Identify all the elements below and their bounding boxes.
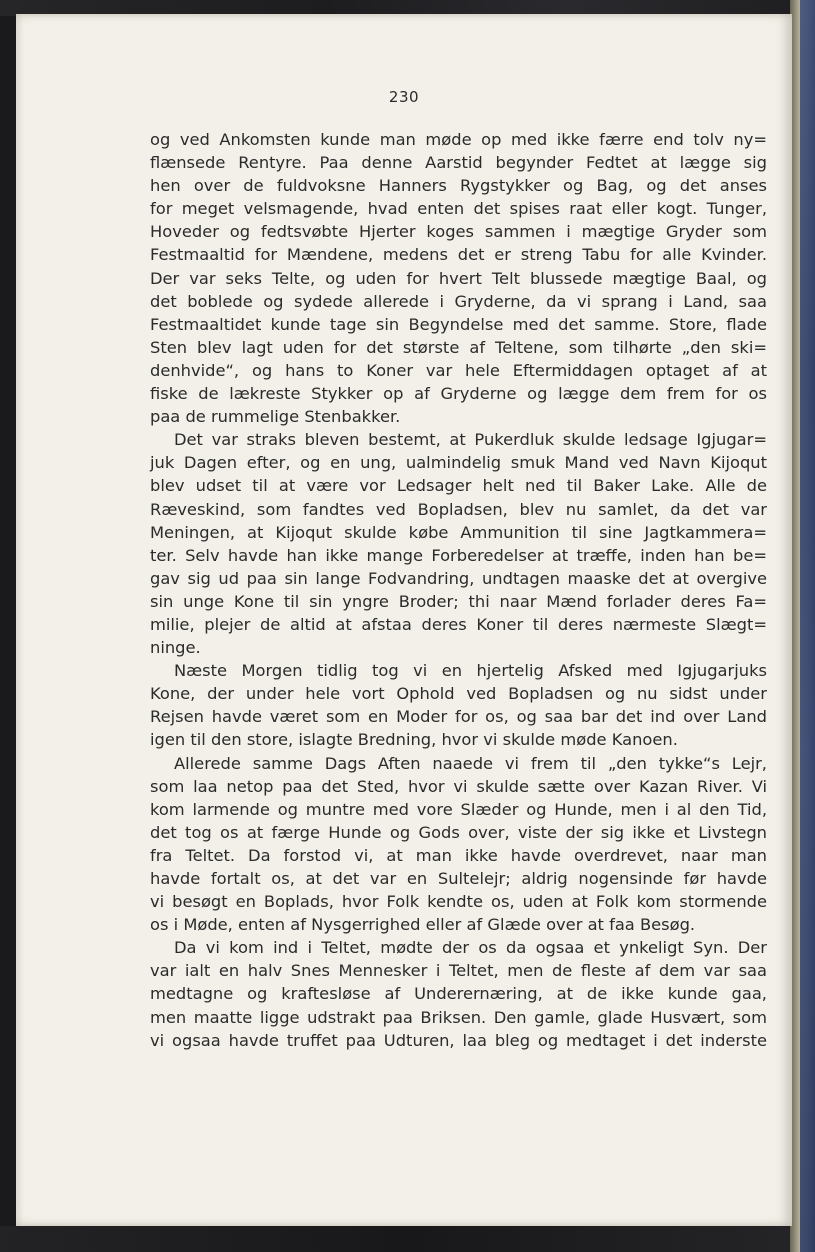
text-line: Rejsen havde været som en Moder for os, og saa bar det ind over Land [150, 707, 767, 727]
page-number: 230 [388, 88, 420, 106]
text-line: Det var straks bleven bestemt, at Pukerdluk skulde ledsage Igjugar= [174, 430, 767, 450]
scan-bottom-edge [0, 1226, 815, 1252]
book-cover-edge [800, 0, 815, 1252]
text-line: Da vi kom ind i Teltet, mødte der os da ogsaa et ynkeligt Syn. Der [174, 938, 767, 958]
book-page [16, 14, 792, 1226]
text-line: var ialt en halv Snes Mennesker i Teltet, men de fleste af dem var saa [150, 961, 767, 981]
text-line: som laa netop paa det Sted, hvor vi skulde sætte over Kazan River. Vi [150, 776, 767, 796]
text-line: milie, plejer de altid at afstaa deres Koner til deres nærmeste Slægt= [150, 614, 767, 634]
text-line: Hoveder og fedtsvøbte Hjerter koges sammen i mægtige Gryder som [150, 222, 767, 242]
text-line: havde fortalt os, at det var en Sultelejr; aldrig nogensinde før havde [150, 869, 767, 888]
text-line: Ræveskind, som fandtes ved Bopladsen, blev nu samlet, da det var [150, 499, 767, 519]
body-text [150, 128, 767, 1052]
text-line: medtagne og kraftesløse af Underernæring, at de ikke kunde gaa, [150, 984, 767, 1004]
text-line: kom larmende og muntre med vore Slæder og Hunde, men i al den Tid, [150, 799, 767, 819]
text-line: det tog os at færge Hunde og Gods over, viste der sig ikke et Livstegn [150, 822, 767, 842]
text-line: Festmaaltidet kunde tage sin Begyndelse med det samme. Store, flade [150, 314, 767, 334]
text-line: os i Møde, enten af Nysgerrighed eller af Glæde over at faa Besøg. [150, 915, 696, 935]
text-line: denhvide“, og hans to Koner var hele Eftermiddagen optaget af at [150, 360, 767, 380]
text-line: fiske de lækreste Stykker op af Gryderne og lægge dem frem for os [150, 384, 767, 404]
text-line: flænsede Rentyre. Paa denne Aarstid begynder Fedtet at lægge sig [150, 153, 767, 173]
text-line: vi ogsaa havde truffet paa Udturen, laa bleg og medtaget i det inderste [150, 1030, 767, 1050]
text-line: men maatte ligge udstrakt paa Briksen. Den gamle, glade Husvært, som [150, 1007, 767, 1027]
text-line: det boblede og sydede allerede i Gryderne, da vi sprang i Land, saa [150, 291, 767, 311]
text-line: Næste Morgen tidlig tog vi en hjertelig Afsked med Igjugarjuks [174, 661, 767, 681]
text-line: paa de rummelige Stenbakker. [150, 407, 401, 427]
text-line: fra Teltet. Da forstod vi, at man ikke havde overdrevet, naar man [150, 845, 767, 865]
text-line: for meget velsmagende, hvad enten det spises raat eller kogt. Tunger, [150, 199, 767, 219]
text-line: sin unge Kone til sin yngre Broder; thi naar Mænd forlader deres Fa= [150, 591, 767, 611]
text-line: Meningen, at Kijoqut skulde købe Ammunition til sine Jagtkammera= [150, 522, 767, 542]
text-line: Allerede samme Dags Aften naaede vi frem til „den tykke“s Lejr, [174, 753, 767, 773]
text-line: ninge. [150, 638, 201, 658]
text-line: blev udset til at være vor Ledsager helt ned til Baker Lake. Alle de [150, 476, 767, 496]
text-line: vi besøgt en Boplads, hvor Folk kendte os, uden at Folk kom stormende [150, 892, 767, 912]
text-line: juk Dagen efter, og en ung, ualmindelig smuk Mand ved Navn Kijoqut [150, 453, 767, 473]
text-line: Kone, der under hele vort Ophold ved Bopladsen og nu sidst under [150, 684, 767, 704]
text-line: og ved Ankomsten kunde man møde op med ikke færre end tolv ny= [150, 130, 767, 149]
text-line: Sten blev lagt uden for det største af Teltene, som tilhørte „den ski= [150, 337, 767, 357]
text-line: hen over de fuldvoksne Hanners Rygstykker og Bag, og det anses [150, 176, 767, 196]
text-line: Festmaaltid for Mændene, medens det er streng Tabu for alle Kvinder. [150, 245, 767, 265]
text-line: ter. Selv havde han ikke mange Forberedelser at træffe, inden han be= [150, 545, 767, 565]
text-line: igen til den store, islagte Bredning, hvor vi skulde møde Kanoen. [150, 730, 678, 750]
text-line: gav sig ud paa sin lange Fodvandring, undtagen maaske det at overgive [150, 568, 767, 588]
text-line: Der var seks Telte, og uden for hvert Telt blussede mægtige Baal, og [150, 268, 767, 288]
